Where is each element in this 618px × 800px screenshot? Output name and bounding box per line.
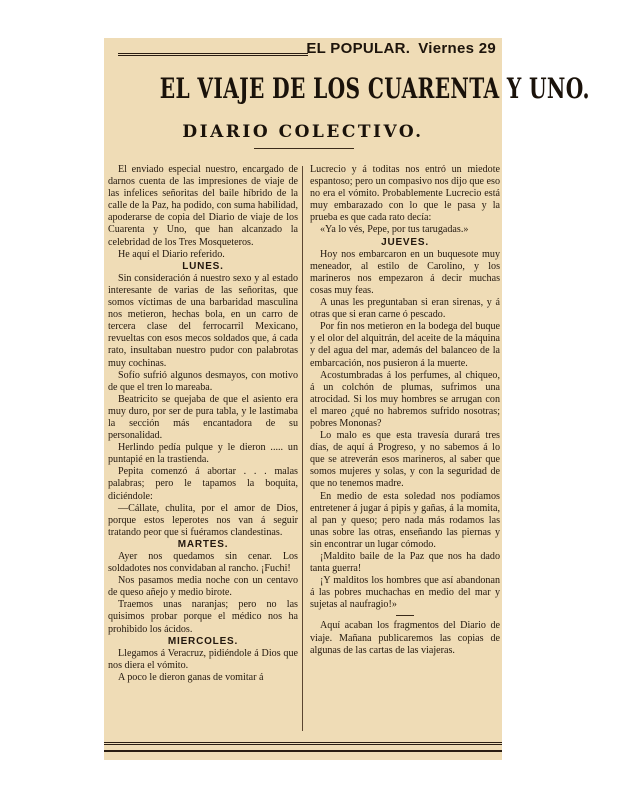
paragraph: Sin consideración á nuestro sexo y al estado interesante de varias de las señoritas, que somos víctimas de una barbaridad masculina nos metieron, hechas bola, en un carro de tercera clase del ferrocarril Mexicano, revueltas con esos mecos soldados que, á cada rato, insultaban nuestro pudor con palabrotas muy cochinas. [108,272,298,369]
section-heading-lunes: LUNES. [182,260,224,272]
bottom-rule-thick [104,750,502,752]
section-heading-martes: MARTES. [177,538,229,550]
left-column [108,164,298,684]
column-divider [302,166,303,731]
paragraph: El enviado especial nuestro, encargado de darnos cuenta de las impresiones de viaje de las infelices señoritas del baile híbrido de la calle de la Paz, ha podido, con suma habilidad, apoderarse de copia del Diario de viaje de los Cuarenta y Uno, que han alcanzado la celebridad de los Tres Mosqueteros. [108,164,298,248]
paragraph: Ayer nos quedamos sin cenar. Los soldadotes nos convidaban al rancho. ¡Fuchi! [108,551,298,575]
paragraph: Llegamos á Veracruz, pidiéndole á Dios que nos diera el vómito. [108,647,298,671]
article-subtitle: DIARIO COLECTIVO. [182,122,424,142]
paragraph: A unas les preguntaban si eran sirenas, y á otras que si eran carne ó pescado. [310,297,500,321]
paragraph: Nos pasamos media noche con un centavo de queso añejo y medio birote. [108,575,298,599]
paragraph: Por fin nos metieron en la bodega del buque y el olor del alquitrán, del aceite de la máquina y del agua del mar, además del balanceo de la embarcación, nos pusieron á la muerte. [310,321,500,369]
section-heading-miercoles: MIERCOLES. [167,635,239,647]
quote: «Ya lo vés, Pepe, por tus tarugadas.» [320,224,469,236]
section-heading-jueves: JUEVES. [381,236,429,248]
paragraph: Aquí acaban los fragmentos del Diario de viaje. Mañana publicaremos las copias de algunas de las cartas de las viajeras. [310,620,500,656]
paragraph: Acostumbradas á los perfumes, al chiqueo, á un colchón de plumas, sufrimos una atrocidad. Si los muy hombres se arrugan con el mareo ¿qué no habremos sufrido nosotras; pobres Mononas? [310,369,500,429]
paragraph: Herlindo pedía pulque y le dieron ..... un puntapié en la trastienda. [108,442,298,466]
paragraph: Lucrecio y á toditas nos entró un miedote espantoso; pero un compasivo nos dijo que eso no era el vómito. Probablemente Lucrecio está muy embarazado con lo que le pasa y la prueba es que cada rato decía: [310,164,500,224]
paragraph: Beatricito se quejaba de que el asiento era muy duro, por ser de pura tabla, y le lastimaba la sección más encantadora de su personalidad. [108,393,298,442]
masthead-date: Viernes 29 [418,40,496,57]
paragraph: Traemos unas naranjas; pero no las quisimos probar porque el médico nos ha prohibido los ácidos. [108,599,298,635]
paragraph: He aquí el Diario referido. [118,248,225,260]
paragraph: Hoy nos embarcaron en un buquesote muy meneador, al estilo de Carolino, y los marineros nos empezaron á decir muchas cosas muy feas. [310,248,500,296]
newspaper-name: EL POPULAR. [306,40,411,57]
header-rule [118,53,308,56]
paragraph: ¡Y malditos los hombres que así abandonan á las pobres muchachas en medio del mar y sujetas al naufragio!» [310,575,500,611]
bottom-rule [104,742,502,745]
paragraph: Pepita comenzó á abortar . . . malas palabras; pero le tapamos la boquita, diciéndole: [108,466,298,502]
newspaper-clipping [104,38,590,760]
paragraph: En medio de esta soledad nos podíamos entretener á jugar á pipis y gañas, á la momita, al pan y queso; pero nada más rodamos las unas sobre las otras, enseñando las piernas y sin encontrar un lugar cómodo. [310,490,500,550]
paragraph: Sofío sufrió algunos desmayos, con motivo de que el tren lo mareaba. [108,369,298,393]
paragraph: A poco le dieron ganas de vomitar á [118,671,264,683]
paragraph: ¡Maldito baile de la Paz que nos ha dado tanta guerra! [310,551,500,575]
paragraph: Lo malo es que esta travesía durará tres días, de aquí á Progreso, y no sabemos á lo que se atreverán esos marineros, al saber que somos mujeres y solas, y con la seguridad de que no tenemos madre. [310,430,500,490]
right-column [310,164,500,657]
paragraph: —Cállate, chulita, por el amor de Dios, porque estos leperotes nos van á seguir tratando peor que si fuéramos clandestinas. [108,502,298,538]
separator-dash [396,615,414,616]
article-title: EL VIAJE DE LOS CUARENTA Y UNO. [159,72,590,105]
masthead [306,40,496,57]
subtitle-rule [254,148,354,149]
